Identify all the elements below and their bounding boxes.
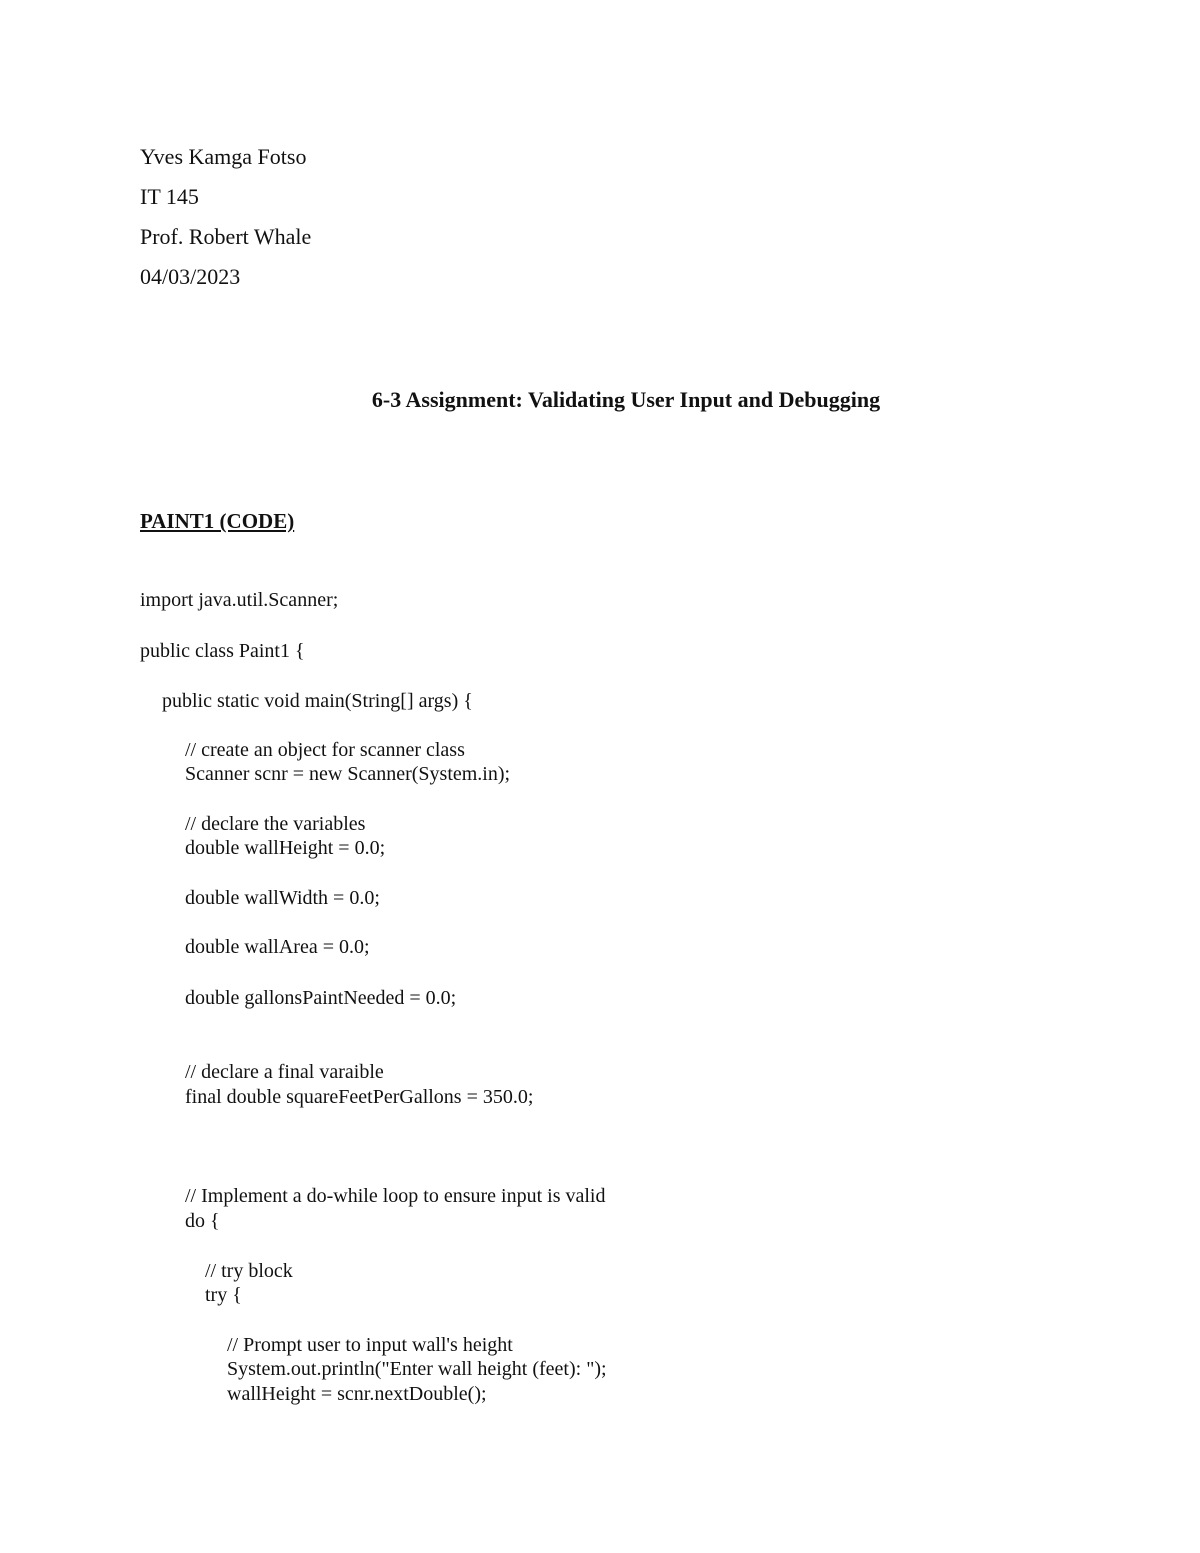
- code-line: Scanner scnr = new Scanner(System.in);: [185, 763, 511, 785]
- code-comment: // create an object for scanner class: [185, 739, 465, 761]
- code-line: System.out.println("Enter wall height (feet): ");: [227, 1358, 607, 1380]
- code-comment: // declare a final varaible: [185, 1061, 384, 1083]
- code-line: double gallonsPaintNeeded = 0.0;: [185, 987, 457, 1009]
- author-name: Yves Kamga Fotso: [140, 144, 307, 169]
- code-line: wallHeight = scnr.nextDouble();: [227, 1383, 487, 1405]
- document-title: 6-3 Assignment: Validating User Input and Debugging: [371, 387, 881, 412]
- code-line: double wallArea = 0.0;: [185, 936, 370, 958]
- code-line: public static void main(String[] args) {: [162, 690, 473, 712]
- code-line: do {: [185, 1210, 220, 1232]
- code-line: try {: [205, 1284, 242, 1306]
- code-line: final double squareFeetPerGallons = 350.0;: [185, 1086, 534, 1108]
- code-line: double wallHeight = 0.0;: [185, 837, 386, 859]
- code-line: double wallWidth = 0.0;: [185, 887, 380, 909]
- professor-name: Prof. Robert Whale: [140, 224, 312, 249]
- section-heading: PAINT1 (CODE): [140, 509, 295, 533]
- code-comment: // try block: [205, 1260, 293, 1282]
- code-line: import java.util.Scanner;: [140, 589, 339, 611]
- code-comment: // Prompt user to input wall's height: [227, 1334, 513, 1356]
- code-comment: // declare the variables: [185, 813, 366, 835]
- course-code: IT 145: [140, 184, 199, 209]
- code-line: public class Paint1 {: [140, 640, 305, 662]
- code-comment: // Implement a do-while loop to ensure input is valid: [185, 1185, 606, 1207]
- submission-date: 04/03/2023: [140, 264, 241, 289]
